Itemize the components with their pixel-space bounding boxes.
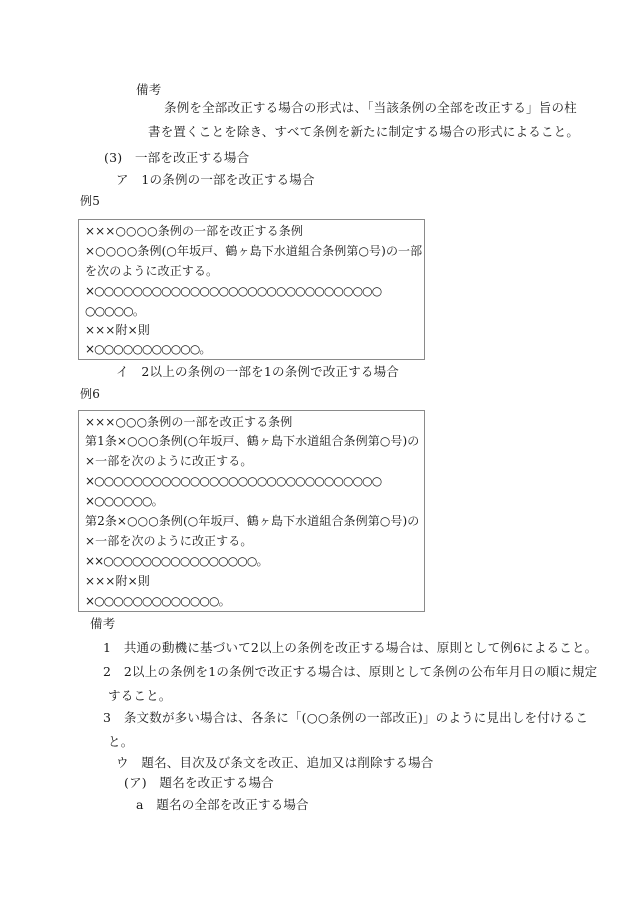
example-6-line: ×××附×則 — [85, 574, 150, 588]
example-5-line: ×○○○○条例(○年坂戸、鶴ヶ島下水道組合条例第○号)の一部 — [85, 244, 423, 258]
section-heading-3: (3) 一部を改正する場合 — [104, 150, 250, 165]
subheading-a-paren: (ア) 題名を改正する場合 — [124, 775, 274, 790]
example-6-line: ×○○○○○○。 — [85, 494, 163, 508]
example-5-line: ○○○○○。 — [85, 304, 144, 318]
example-6-line: ×一部を次のように改正する。 — [85, 534, 253, 548]
subheading-u: ウ 題名、目次及び条文を改正、追加又は削除する場合 — [116, 755, 434, 770]
example-5-line: ×××○○○○条例の一部を改正する条例 — [85, 224, 303, 238]
example-6-label: 例6 — [80, 387, 101, 401]
notes-heading: 備考 — [90, 616, 116, 631]
example-5-line: ×××附×則 — [85, 323, 150, 337]
note-item-3-line-1: 3 条文数が多い場合は、各条に「(○○条例の一部改正)」のように見出しを付けるこ — [103, 710, 589, 725]
example-6-line: ×××○○○条例の一部を改正する条例 — [85, 415, 293, 429]
note-text-line-1: 条例を全部改正する場合の形式は、「当該条例の全部を改正する」旨の柱 — [164, 100, 577, 115]
example-6-line: ×○○○○○○○○○○○○○。 — [85, 594, 230, 608]
example-6-line: ×○○○○○○○○○○○○○○○○○○○○○○○○○○○○○○ — [85, 474, 382, 488]
example-5-box — [78, 219, 425, 360]
note-heading: 備考 — [136, 82, 162, 97]
note-item-2-line-1: 2 2以上の条例を1の条例で改正する場合は、原則として条例の公布年月日の順に規定 — [103, 664, 598, 679]
example-5-line: を次のように改正する。 — [85, 264, 219, 278]
subheading-small-a: a 題名の全部を改正する場合 — [136, 797, 309, 812]
note-item-2-line-2: すること。 — [108, 688, 172, 703]
example-5-line: ×○○○○○○○○○○○○○○○○○○○○○○○○○○○○○○ — [85, 284, 382, 298]
note-item-3-line-2: と。 — [108, 734, 134, 749]
example-6-line: 第1条×○○○条例(○年坂戸、鶴ヶ島下水道組合条例第○号)の — [85, 434, 420, 448]
example-6-line: ×一部を次のように改正する。 — [85, 454, 253, 468]
example-5-line: ×○○○○○○○○○○○。 — [85, 342, 211, 356]
example-5-label: 例5 — [80, 194, 101, 208]
subheading-a: ア 1の条例の一部を改正する場合 — [116, 172, 315, 187]
subheading-i: イ 2以上の条例の一部を1の条例で改正する場合 — [116, 364, 400, 379]
note-text-line-2: 書を置くことを除き、すべて条例を新たに制定する場合の形式によること。 — [148, 124, 580, 139]
example-6-box — [78, 410, 425, 612]
example-6-line: 第2条×○○○条例(○年坂戸、鶴ヶ島下水道組合条例第○号)の — [85, 514, 420, 528]
example-6-line: ××○○○○○○○○○○○○○○○○。 — [85, 554, 268, 568]
note-item-1: 1 共通の動機に基づいて2以上の条例を改正する場合は、原則として例6によること。 — [103, 640, 598, 655]
